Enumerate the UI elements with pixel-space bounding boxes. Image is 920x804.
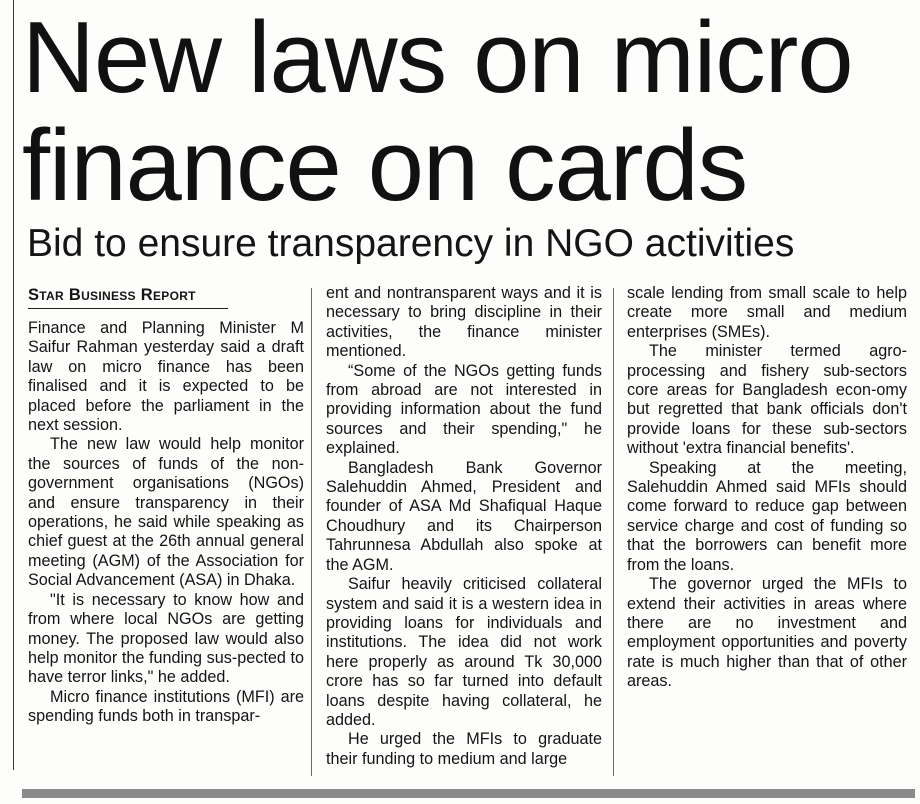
byline: Star Business Report — [28, 284, 228, 309]
paragraph: He urged the MFIs to graduate their funding to medium and large — [326, 730, 602, 768]
paragraph: Speaking at the meeting, Salehuddin Ahmed said MFIs should come forward to reduce gap between service charge and cost of funding so that the borrowers can benefit more from the loans. — [627, 458, 907, 574]
paragraph: Saifur heavily criticised collateral system and said it is a western idea in providing loans for individuals and institutions. The idea did not work here properly as around Tk 30,000 crore has so far turned into default loans despite having collateral, he added. — [326, 575, 602, 729]
article-column-2 — [326, 284, 602, 784]
paragraph-continued: scale lending from small scale to help create more small and medium enterprises (SMEs). — [627, 284, 907, 341]
headline — [22, 4, 912, 220]
paragraph: The governor urged the MFIs to extend their activities in areas where there are no investment and employment opportunities and poverty rate is much higher than that of other areas. — [627, 575, 907, 691]
article-column-1 — [28, 284, 304, 784]
headline-line-1: New laws on micro — [22, 2, 853, 114]
paragraph: Finance and Planning Minister M Saifur Rahman yesterday said a draft law on micro finance has been finalised and it is expected to be placed before the parliament in the next session. — [28, 319, 304, 435]
paragraph: Bangladesh Bank Governor Salehuddin Ahmed, President and founder of ASA Md Shafiqual Haque Choudhury and its Chairperson Tahrunnesa Abdullah also spoke at the AGM. — [326, 458, 602, 574]
paragraph-continued: ent and nontransparent ways and it is necessary to bring discipline in their activities, the finance minister mentioned. — [326, 284, 602, 361]
article-column-3 — [627, 284, 907, 784]
paragraph: “Some of the NGOs getting funds from abroad are not interested in providing information about the fund sources and their spending," he explained. — [326, 361, 602, 458]
column-divider — [311, 288, 312, 776]
left-border-rule — [13, 0, 14, 770]
paragraph: The new law would help monitor the sources of funds of the non-government organisations (NGOs) and ensure transparency in their operations, he said while speaking as chief guest at the 26th annual general meeting (AGM) of the Association for Social Advancement (ASA) in Dhaka. — [28, 435, 304, 590]
subheadline: Bid to ensure transparency in NGO activities — [27, 222, 795, 265]
headline-line-2: finance on cards — [22, 110, 748, 222]
paragraph: The minister termed agro-processing and fishery sub-sectors core areas for Bangladesh econ-omy but regretted that bank officials don't provide loans for these sub-sectors without 'extra financial benefits'. — [627, 342, 907, 458]
paragraph: "It is necessary to know how and from where local NGOs are getting money. The proposed law would also help monitor the funding sus-pected to have terror links," he added. — [28, 590, 304, 687]
column-divider — [613, 288, 614, 776]
paragraph: Micro finance institutions (MFI) are spending funds both in transpar- — [28, 687, 304, 726]
bottom-border-bar — [22, 789, 915, 798]
